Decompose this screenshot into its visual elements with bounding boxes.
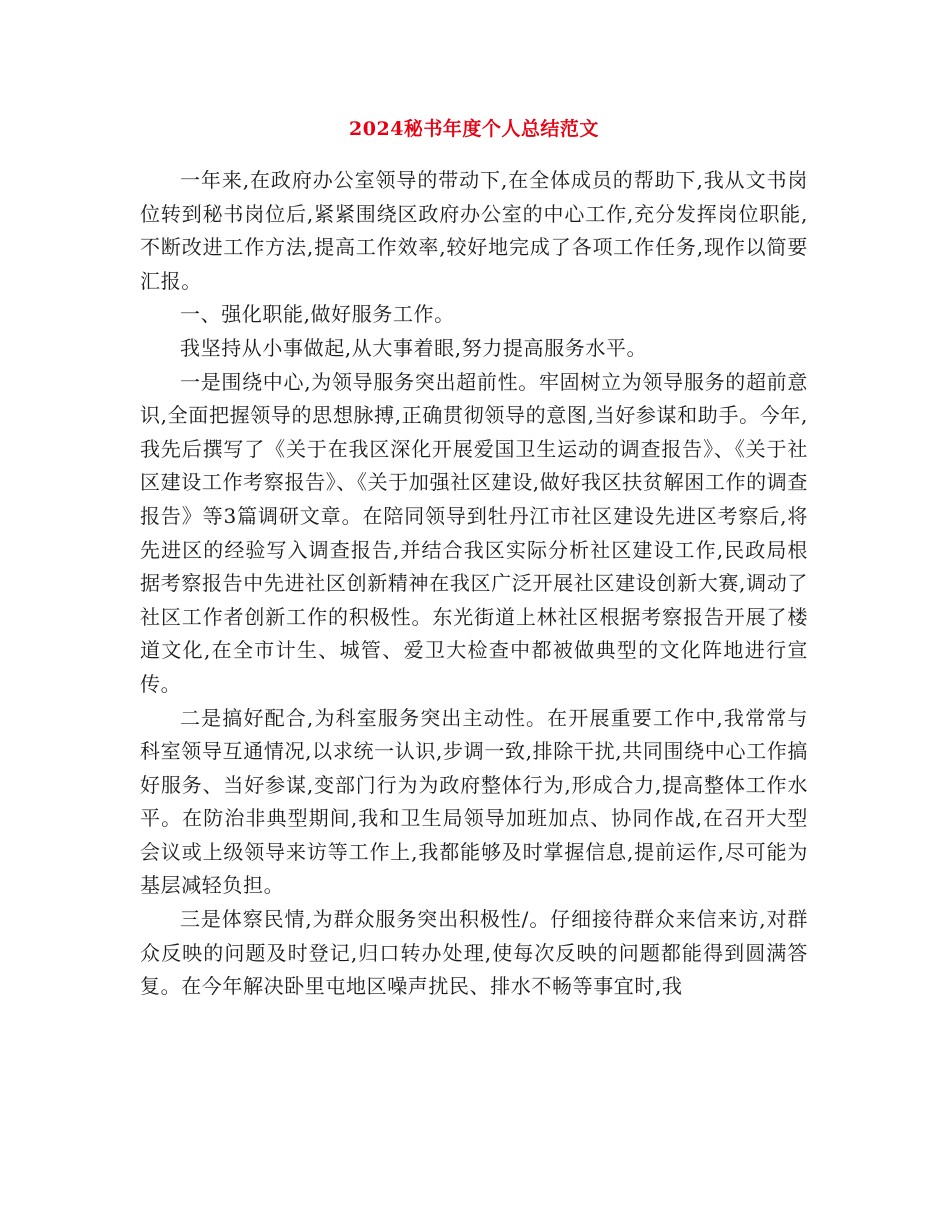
section-heading: 一、强化职能,做好服务工作。 (180, 302, 455, 327)
paragraph-summary: 我坚持从小事做起,从大事着眼,努力提高服务水平。 (180, 335, 648, 360)
paragraph-point-two: 二是搞好配合,为科室服务突出主动性。在开展重要工作中,我常常与科室领导互通情况,以求统一认识,步调一致,排除干扰,共同围绕中心工作搞好服务、当好参谋,变部门行为为政府整体行为,形成合力,提高整体工作水平。在防治非典型期间,我和卫生局领导加班加点、协同作战,在召开大型会议或上级领导来访等工作上,我都能够及时掌握信息,提前运作,尽可能为基层减轻负担。 (140, 705, 808, 898)
document-page (140, 112, 808, 1004)
document-body (140, 164, 808, 1004)
paragraph-intro: 一年来,在政府办公室领导的带动下,在全体成员的帮助下,我从文书岗位转到秘书岗位后,紧紧围绕区政府办公室的中心工作,充分发挥岗位职能,不断改进工作方法,提高工作效率,较好地完成了各项工作任务,现作以简要汇报。 (140, 168, 808, 293)
paragraph-point-one: 一是围绕中心,为领导服务突出超前性。牢固树立为领导服务的超前意识,全面把握领导的思想脉搏,正确贯彻领导的意图,当好参谋和助手。今年,我先后撰写了《关于在我区深化开展爱国卫生运动的调查报告》、《关于社区建设工作考察报告》、《关于加强社区建设,做好我区扶贫解困工作的调查报告》等3篇调研文章。在陪同领导到牡丹江市社区建设先进区考察后,将先进区的经验写入调查报告,并结合我区实际分析社区建设工作,民政局根据考察报告中先进社区创新精神在我区广泛开展社区建设创新大赛,调动了社区工作者创新工作的积极性。东光街道上林社区根据考察报告开展了楼道文化,在全市计生、城管、爱卫大检查中都被做典型的文化阵地进行宣传。 (140, 369, 808, 696)
document-title: 2024秘书年度个人总结范文 (349, 118, 599, 140)
paragraph-point-three: 三是体察民情,为群众服务突出积极性/。仔细接待群众来信来访,对群众反映的问题及时登记,归口转办处理,使每次反映的问题都能得到圆满答复。在今年解决卧里屯地区噪声扰民、排水不畅等事宜时,我 (140, 907, 808, 999)
